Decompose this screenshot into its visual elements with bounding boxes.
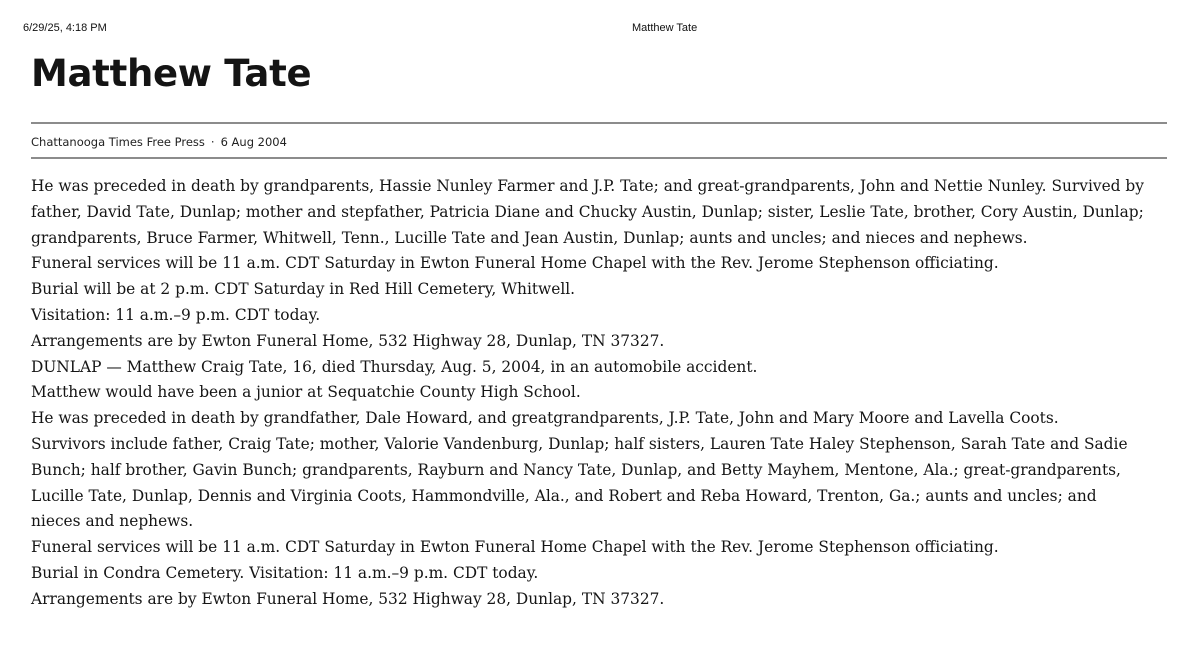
article-title: Matthew Tate [31, 52, 312, 95]
print-page-title: Matthew Tate [632, 22, 698, 34]
publication-name: Chattanooga Times Free Press [31, 135, 205, 149]
print-timestamp: 6/29/25, 4:18 PM [23, 22, 107, 34]
article-paragraph: Burial will be at 2 p.m. CDT Saturday in Red Hill Cemetery, Whitwell. [31, 280, 576, 299]
article-paragraph: Matthew would have been a junior at Sequatchie County High School. [31, 383, 581, 402]
article-paragraph: Arrangements are by Ewton Funeral Home, 532 Highway 28, Dunlap, TN 37327. [31, 331, 665, 350]
article-paragraph: Arrangements are by Ewton Funeral Home, 532 Highway 28, Dunlap, TN 37327. [31, 589, 665, 608]
article-paragraph: DUNLAP — Matthew Craig Tate, 16, died Thursday, Aug. 5, 2004, in an automobile accident. [31, 357, 758, 376]
bottom-divider [31, 157, 1167, 159]
top-divider [31, 122, 1167, 124]
article-paragraph: Funeral services will be 11 a.m. CDT Saturday in Ewton Funeral Home Chapel with the Rev. Jerome Stephenson officiating. [31, 538, 999, 557]
source-separator: · [210, 135, 215, 149]
article-paragraph: Survivors include father, Craig Tate; mother, Valorie Vandenburg, Dunlap; half sisters, Lauren Tate Haley Stephenson, Sarah Tate and Sadie Bunch; half brother, Gavin Bunch; grandparents, Rayburn and Nancy Tate, Dunlap, and Betty Mayhem, Mentone, Ala.; great-grandparents, Lucille Tate, Dunlap, Dennis and Virginia Coots, Hammondville, Ala., and Robert and Reba Howard, Trenton, Ga.; aunts and uncles; and nieces and nephews. [31, 434, 1128, 531]
publication-date: 6 Aug 2004 [220, 135, 287, 149]
article-paragraph: Burial in Condra Cemetery. Visitation: 11 a.m.–9 p.m. CDT today. [31, 563, 539, 582]
article-paragraph: Funeral services will be 11 a.m. CDT Saturday in Ewton Funeral Home Chapel with the Rev. Jerome Stephenson officiating. [31, 254, 999, 273]
article-body [31, 174, 1151, 613]
article-paragraph: He was preceded in death by grandparents, Hassie Nunley Farmer and J.P. Tate; and great-grandparents, John and Nettie Nunley. Survived by father, David Tate, Dunlap; mother and stepfather, Patricia Diane and Chucky Austin, Dunlap; sister, Leslie Tate, brother, Cory Austin, Dunlap; grandparents, Bruce Farmer, Whitwell, Tenn., Lucille Tate and Jean Austin, Dunlap; aunts and uncles; and nieces and nephews. [31, 177, 1144, 247]
print-header [23, 22, 1158, 36]
article-paragraph: Visitation: 11 a.m.–9 p.m. CDT today. [31, 305, 321, 324]
article-paragraph: He was preceded in death by grandfather, Dale Howard, and greatgrandparents, J.P. Tate, John and Mary Moore and Lavella Coots. [31, 409, 1059, 428]
source-line [31, 135, 287, 149]
